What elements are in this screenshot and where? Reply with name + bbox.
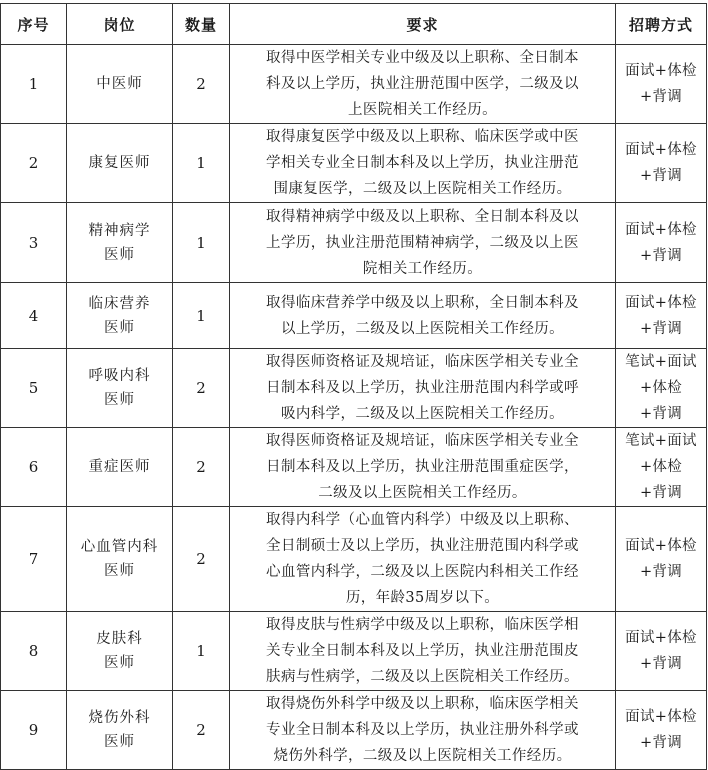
recruitment-table-wrapper [0,3,707,770]
cell-requirement [230,428,616,507]
method-line: +背调 [639,564,683,580]
cell-requirement [230,283,616,349]
requirement-line: 取得皮肤与性病学中级及以上职称，临床医学相 [266,617,579,633]
cell-position [67,691,173,770]
position-line: 医师 [104,734,135,750]
method-line: 面试+体检 [625,294,697,311]
position-line: 精神病学 [88,222,151,239]
cell-seq: 8 [1,612,67,691]
position-line: 医师 [104,655,135,671]
cell-seq: 3 [1,203,67,283]
requirement-line: 吸内科学，二级及以上医院相关工作经历。 [280,406,565,422]
cell-count: 2 [173,691,230,770]
requirement-line: 取得精神病学中级及以上职称、全日制本科及以 [266,208,579,225]
position-line: 临床营养 [88,295,151,312]
requirement-line: 全日制硕士及以上学历，执业注册范围内科学或 [266,538,579,554]
requirement-line: 烧伤外科学，二级及以上医院相关工作经历。 [273,748,572,764]
position-line: 心血管内科 [80,539,159,555]
requirement-line: 院相关工作经历。 [362,260,483,277]
position-line: 医师 [104,319,135,336]
table-row [1,428,707,507]
cell-method [616,203,707,283]
cell-seq: 4 [1,283,67,349]
cell-seq: 6 [1,428,67,507]
cell-method [616,507,707,612]
requirement-line: 二级及以上医院相关工作经历。 [318,485,527,501]
method-line: 面试+体检 [625,142,697,158]
requirement-line: 肤病与性病学，二级及以上医院相关工作经历。 [266,669,579,685]
requirement-line: 上医院相关工作经历。 [348,102,497,118]
cell-seq: 2 [1,124,67,203]
cell-count: 2 [173,428,230,507]
header-requirement: 要求 [230,4,616,45]
cell-requirement [230,691,616,770]
cell-method [616,691,707,770]
header-count: 数量 [173,4,230,45]
method-line: +体检 [639,380,683,396]
cell-count: 1 [173,612,230,691]
table-body [1,45,707,770]
header-method: 招聘方式 [616,4,707,45]
cell-requirement [230,124,616,203]
table-row [1,203,707,283]
requirement-line: 历，年龄35周岁以下。 [345,590,500,606]
cell-method [616,349,707,428]
position-line: 医师 [104,392,135,408]
position-line: 中医师 [96,76,143,92]
table-row [1,612,707,691]
position-line: 呼吸内科 [88,368,151,384]
cell-seq: 7 [1,507,67,612]
requirement-line: 取得医师资格证及规培证，临床医学相关专业全 [266,433,579,449]
method-line: 面试+体检 [625,538,697,554]
method-line: 面试+体检 [625,709,697,725]
cell-position [67,612,173,691]
cell-requirement [230,349,616,428]
method-line: +背调 [639,168,683,184]
requirement-line: 取得烧伤外科学中级及以上职称，临床医学相关 [266,696,579,712]
cell-method [616,428,707,507]
header-row [1,4,707,45]
cell-seq: 5 [1,349,67,428]
cell-position [67,203,173,283]
requirement-line: 关专业全日制本科及以上学历，执业注册范围皮 [266,643,579,659]
cell-position [67,349,173,428]
method-line: +背调 [639,485,683,501]
cell-count: 2 [173,507,230,612]
table-row [1,349,707,428]
cell-count: 2 [173,349,230,428]
cell-method [616,283,707,349]
cell-position [67,283,173,349]
requirement-line: 围康复医学，二级及以上医院相关工作经历。 [273,181,572,197]
header-position: 岗位 [67,4,173,45]
requirement-line: 日制本科及以上学历，执业注册范围内科学或呼 [266,380,579,396]
requirement-line: 科及以上学历，执业注册范围中医学，二级及以 [266,76,579,92]
cell-requirement [230,45,616,124]
requirement-line: 取得内科学（心血管内科学）中级及以上职称、 [266,512,579,528]
table-row [1,124,707,203]
requirement-line: 取得医师资格证及规培证，临床医学相关专业全 [266,354,579,370]
method-line: 笔试+面试 [625,354,697,370]
position-line: 烧伤外科 [88,710,151,726]
cell-seq: 9 [1,691,67,770]
table-row [1,283,707,349]
requirement-line: 以上学历，二级及以上医院相关工作经历。 [280,320,565,337]
cell-position [67,45,173,124]
method-line: +背调 [639,656,683,672]
method-line: +背调 [639,247,683,264]
requirement-line: 取得中医学相关专业中级及以上职称、全日制本 [266,50,579,66]
recruitment-table [0,3,707,770]
cell-requirement [230,203,616,283]
position-line: 医师 [104,246,135,263]
position-line: 医师 [104,563,135,579]
method-line: +背调 [639,406,683,422]
position-line: 重症医师 [88,459,151,475]
table-row [1,507,707,612]
requirement-line: 取得临床营养学中级及以上职称，全日制本科及 [266,294,579,311]
table-row [1,45,707,124]
requirement-line: 专业全日制本科及以上学历，执业注册外科学或 [266,722,579,738]
method-line: 面试+体检 [625,221,697,238]
requirement-line: 日制本科及以上学历，执业注册范围重症医学， [266,459,579,475]
table-row [1,691,707,770]
method-line: +体检 [639,459,683,475]
method-line: +背调 [639,735,683,751]
cell-position [67,124,173,203]
requirement-line: 上学历，执业注册范围精神病学，二级及以上医 [266,234,579,251]
position-line: 康复医师 [88,155,151,171]
cell-method [616,45,707,124]
cell-position [67,428,173,507]
cell-count: 1 [173,283,230,349]
cell-method [616,124,707,203]
cell-count: 1 [173,203,230,283]
requirement-line: 取得康复医学中级及以上职称、临床医学或中医 [266,129,579,145]
cell-requirement [230,612,616,691]
method-line: +背调 [639,320,683,337]
cell-count: 2 [173,45,230,124]
requirement-line: 心血管内科学，二级及以上医院内科相关工作经 [266,564,579,580]
method-line: +背调 [639,89,683,105]
cell-position [67,507,173,612]
method-line: 面试+体检 [625,63,697,79]
requirement-line: 学相关专业全日制本科及以上学历，执业注册范 [266,155,579,171]
cell-seq: 1 [1,45,67,124]
method-line: 笔试+面试 [625,433,697,449]
position-line: 皮肤科 [96,631,143,647]
header-seq: 序号 [1,4,67,45]
cell-count: 1 [173,124,230,203]
cell-requirement [230,507,616,612]
method-line: 面试+体检 [625,630,697,646]
cell-method [616,612,707,691]
